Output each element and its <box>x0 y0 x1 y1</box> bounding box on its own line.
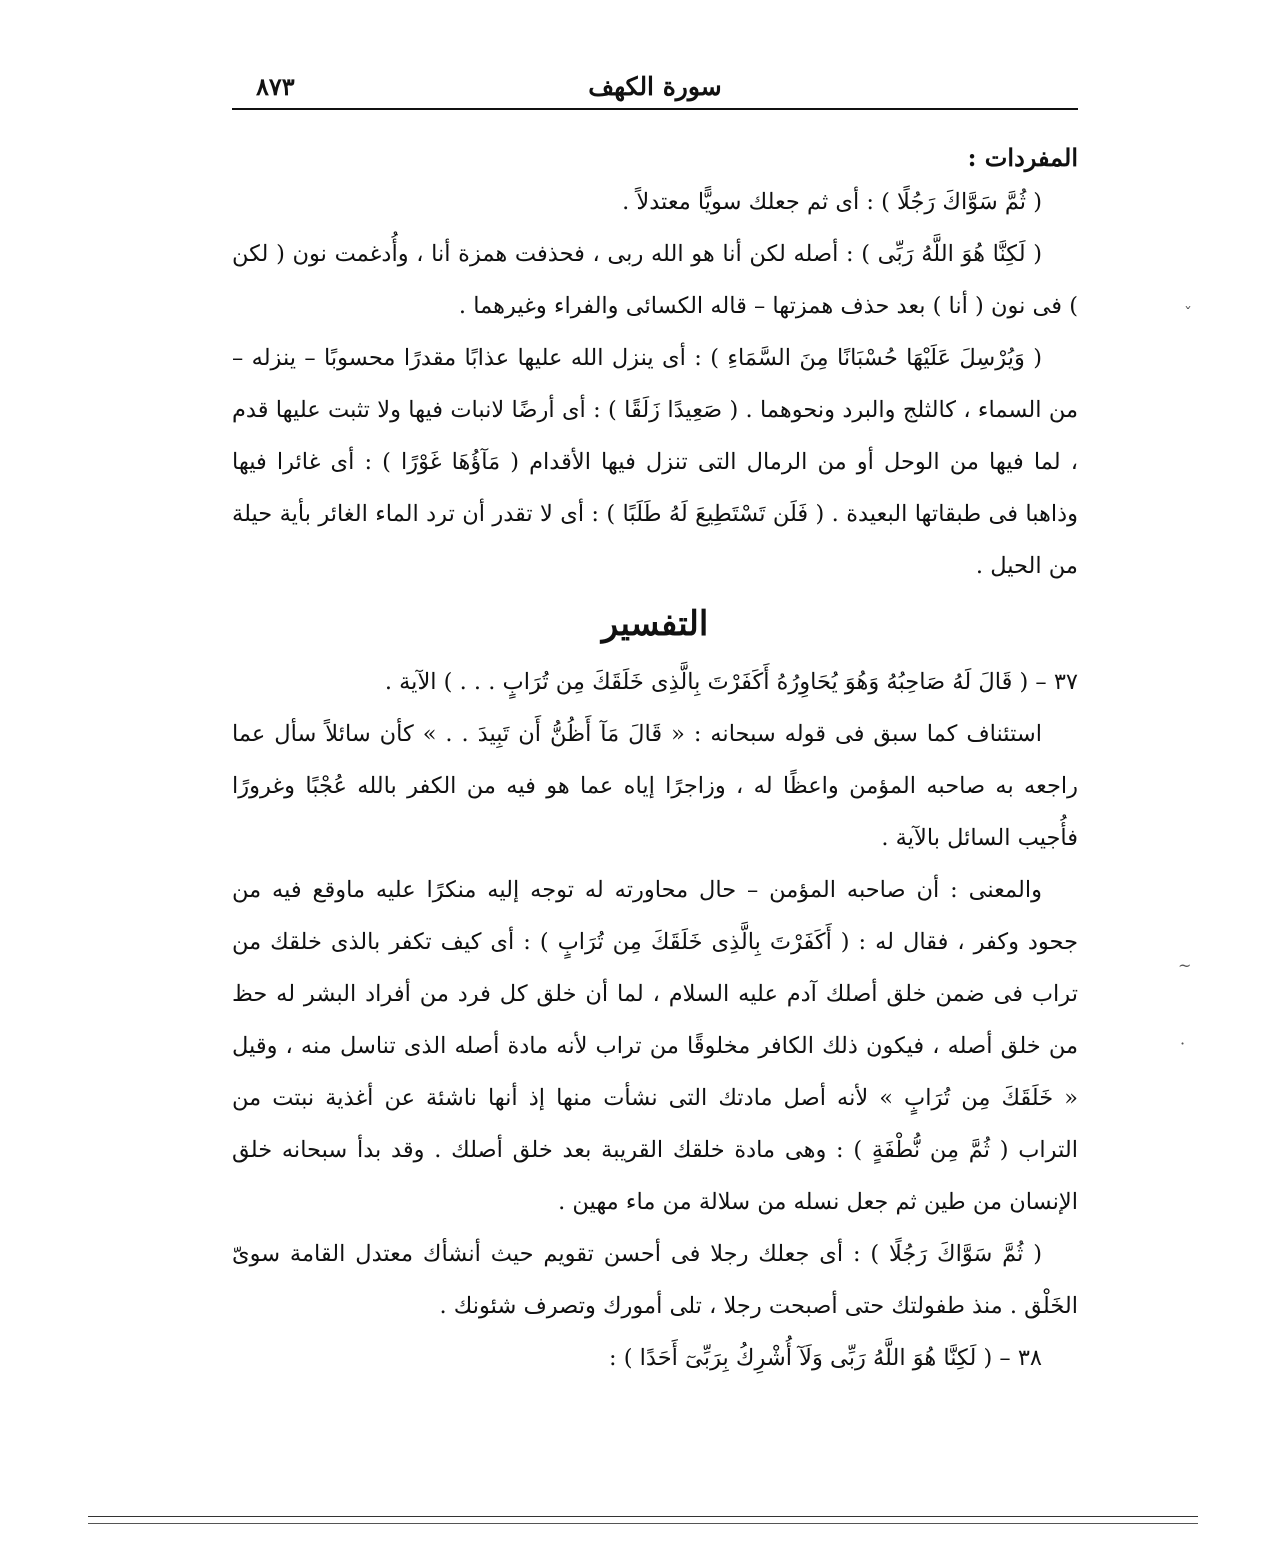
tafsir-paragraph-meaning: والمعنى : أن صاحبه المؤمن – حال محاورته له توجه إليه منكرًا عليه ماوقع فيه من جحود وكفر ، فقال له : ( أَكَفَرْتَ بِالَّذِى خَلَقَكَ مِن تُرَابٍ ) : أى كيف تكفر بالذى خلقك من تراب فى ضمن خلق أصلك آدم عليه السلام ، لما أن خلق كل فرد من أفراد البشر له حظ من خلق أصله ، فيكون ذلك الكافر مخلوقًا من تراب لأنه مادة أصله الذى تناسل منه ، وقيل « خَلَقَكَ مِن تُرَابٍ » لأنه أصل مادتك التى نشأت منها إذ أنها ناشئة عن أغذية نبتت من التراب ( ثُمَّ مِن نُّطْفَةٍ ) : وهى مادة خلقك القريبة بعد خلق أصلك . وقد بدأ سبحانه خلق الإنسان من طين ثم جعل نسله من سلالة من ماء مهين . <box>232 877 1078 1215</box>
verse-37: ٣٧ – ( قَالَ لَهُ صَاحِبُهُ وَهُوَ يُحَاوِرُهُ أَكَفَرْتَ بِالَّذِى خَلَقَكَ مِن تُرَابٍ . . . ) الآية . <box>384 669 1078 695</box>
footer-rule <box>88 1516 1198 1517</box>
vocab-entry-yursila: ( وَيُرْسِلَ عَلَيْهَا حُسْبَانًا مِنَ السَّمَاءِ ) : أى ينزل الله عليها عذابًا مقدرًا محسوبًا – ينزله – من السماء ، كالثلج والبرد ونحوهما . ( صَعِيدًا زَلَقًا ) : أى أرضًا لانبات فيها ولا تثبت عليها قدم ، لما فيها من الوحل أو من الرمال التى تنزل فيها الأقدام ( مَآؤُهَا غَوْرًا ) : أى غائرا فيها وذاهبا فى طبقاتها البعيدة . ( فَلَن تَسْتَطِيعَ لَهُ طَلَبًا ) : أى لا تقدر أن ترد الماء الغائر بأية حيلة من الحيل . <box>232 345 1078 579</box>
page-number: ٨٧٣ <box>256 72 295 101</box>
surah-title: سورة الكهف <box>588 72 722 101</box>
scan-speck: ˇ <box>1184 304 1192 323</box>
tafsir-heading: التفسير <box>601 604 709 644</box>
verse-38: ٣٨ – ( لَكِنَّا هُوَ اللَّهُ رَبِّى وَلَآ أُشْرِكُ بِرَبِّىٓ أَحَدًا ) : <box>609 1345 1042 1371</box>
vocab-entry-lakinna: ( لَكِنَّا هُوَ اللَّهُ رَبِّى ) : أصله لكن أنا هو الله ربى ، فحذفت همزة أنا ، وأُدغمت نون ( لكن ) فى نون ( أنا ) بعد حذف همزتها – قاله الكسائى والفراء وغيرهما . <box>232 241 1078 319</box>
footer-rule <box>88 1523 1198 1524</box>
page <box>232 68 1078 1384</box>
page-header <box>232 68 1078 110</box>
tafsir-paragraph-sawwaka: ( ثُمَّ سَوَّاكَ رَجُلًا ) : أى جعلك رجلا فى أحسن تقويم حيث أنشأك معتدل القامة سوىّ الخَلْق . منذ طفولتك حتى أصبحت رجلا ، تلى أمورك وتصرف شئونك . <box>232 1241 1078 1319</box>
scan-speck: ~ <box>1178 956 1192 975</box>
tafsir-paragraph-istinaf: استئناف كما سبق فى قوله سبحانه : « قَالَ مَآ أَظُنُّ أَن تَبِيدَ . . » كأن سائلاً سأل عما راجعه به صاحبه المؤمن واعظًا له ، وزاجرًا إياه عما هو فيه من الكفر بالله عُجْبًا وغرورًا فأُجيب السائل بالآية . <box>232 721 1078 851</box>
vocabulary-heading: المفردات : <box>967 143 1078 172</box>
scan-speck: · <box>1180 1034 1186 1053</box>
vocab-entry-sawwaka: ( ثُمَّ سَوَّاكَ رَجُلًا ) : أى ثم جعلك سويًّا معتدلاً . <box>622 189 1042 215</box>
footer-rules <box>88 1516 1198 1524</box>
